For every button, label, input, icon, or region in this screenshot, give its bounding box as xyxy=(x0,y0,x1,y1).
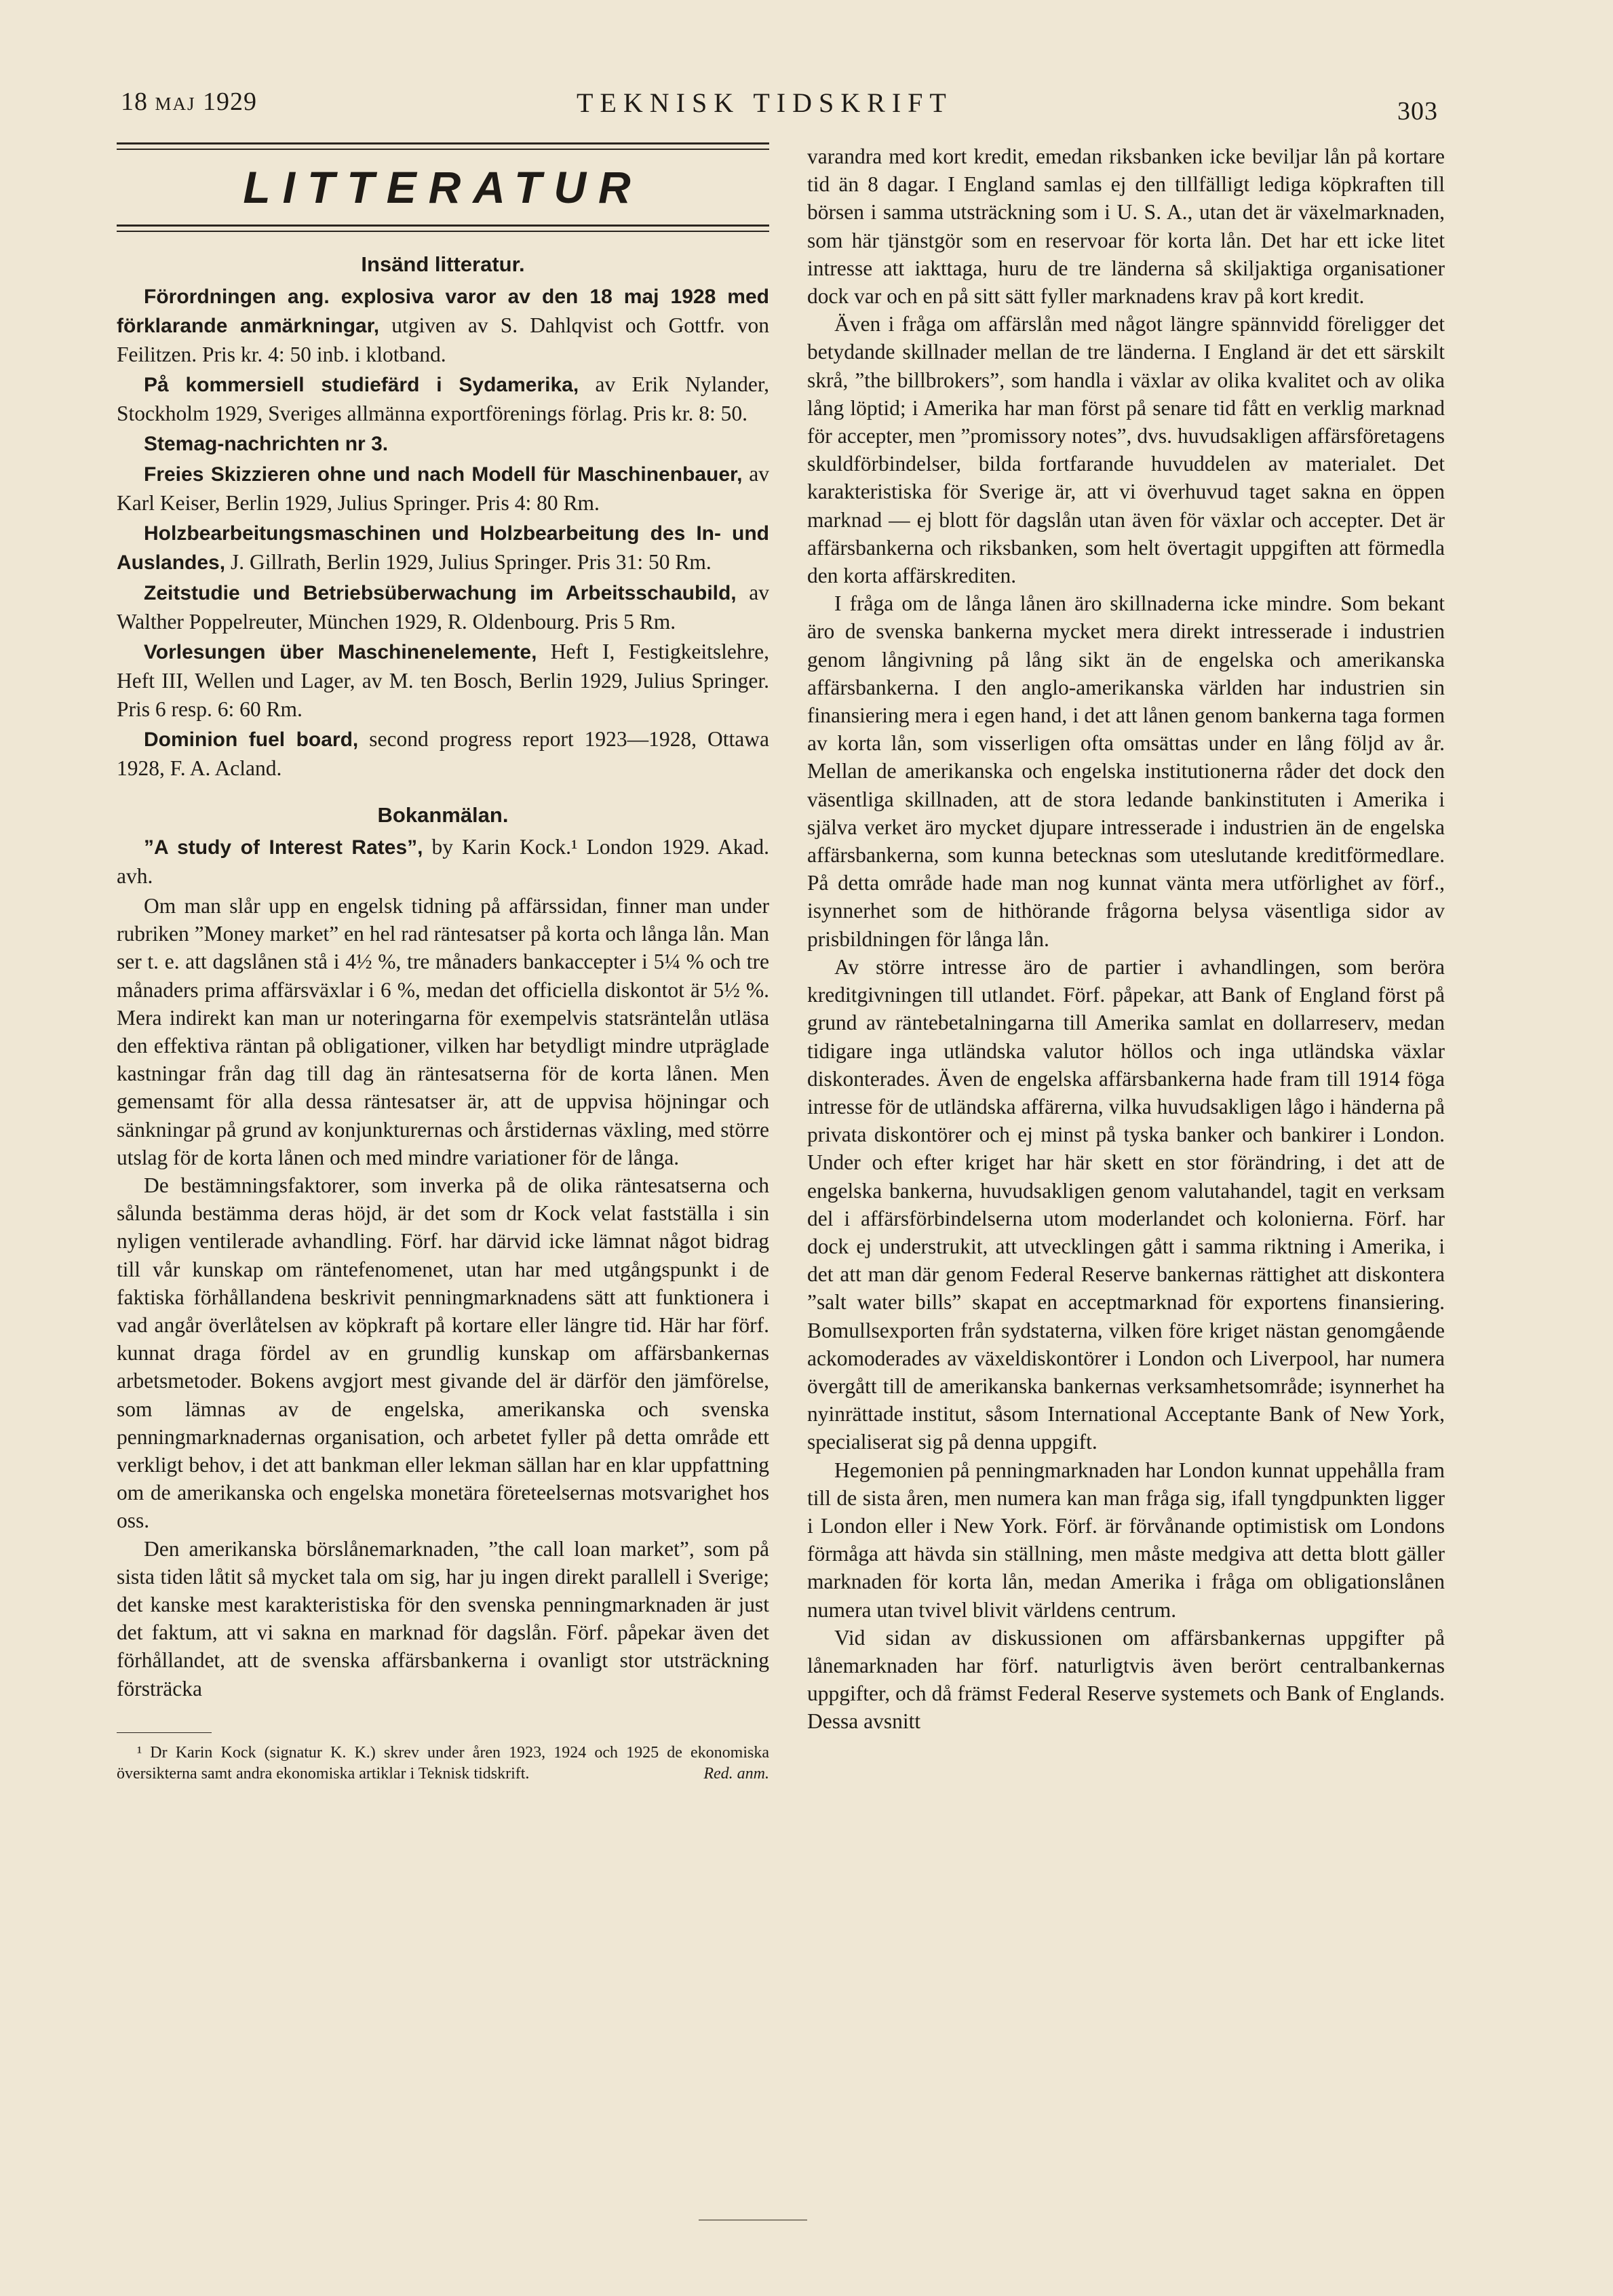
footnote-rule xyxy=(117,1732,212,1733)
literature-entry: Zeitstudie und Betriebsüberwachung im Arbeitsschaubild, av Walther Poppelreuter, München 1929, R. Oldenbourg. Pris 5 Rm. xyxy=(117,581,770,634)
section-rule-top xyxy=(117,142,769,144)
left-column xyxy=(117,142,769,1785)
literature-entry: Förordningen ang. explosiva varor av den 18 maj 1928 med förklarande anmärkningar, utgiven av S. Dahlqvist och Gottfr. von Feilitzen. Pris kr. 4: 50 inb. i klotband. xyxy=(117,286,770,366)
insand-heading: Insänd litteratur. xyxy=(361,252,525,276)
literature-entry: På kommersiell studiefärd i Sydamerika, av Erik Nylander, Stockholm 1929, Sveriges allmänna exportförenings förlag. Pris kr. 8: 50. xyxy=(117,372,770,425)
section-rule-top-inner xyxy=(117,149,769,150)
section-rule-bottom xyxy=(117,225,769,227)
journal-title: TEKNISK TIDSKRIFT xyxy=(577,87,953,118)
body-paragraph: Vid sidan av diskussionen om affärsbankernas uppgifter på lånemarknaden har förf. naturligtvis även berört centralbankernas uppgifter, och då främst Federal Reserve systemets och Bank of Englands. Dessa avsnitt xyxy=(807,1625,1445,1734)
body-paragraph: Av större intresse äro de partier i avhandlingen, som beröra kreditgivningen till utlandet. Förf. påpekar, att Bank of England först på grund av räntebetalningarna till Amerika samlat en dollarreserv, medan tidigare inga utländska valutor höllos och inga utländska växlar diskonterades. Även de engelska affärsbankerna hade fram till 1914 föga intresse för de utländska affärerna, vilka huvudsakligen lågo i händerna på privata diskontörer och ej minst på tyska banker och bankirer i London. Under och efter kriget har här skett en stor förändring, i det att de engelska bankerna, huvudsakligen genom valutahandel, tagit en verksam del i affärsförbindelserna utom moderlandet och kolonierna. Förf. har dock ej understrukit, att utvecklingen gått i samma riktning i Amerika, i det att man där genom Federal Reserve bankernas rättighet att diskontera ”salt water bills” skapat en acceptmarknad för exportens finansiering. Bomullsexporten från sydstaterna, vilken före kriget nästan genomgående ackomoderades av växeldiskontörer i London och Liverpool, har numera övergått till de amerikanska bankernas verksamhetsområde; isynnerhet ha nyinrättade institut, såsom International Acceptante Bank of New York, specialiserat sig på denna uppgift. xyxy=(807,954,1445,1454)
section-title: LITTERATUR xyxy=(243,162,643,212)
literature-entry: Holzbearbeitungsmaschinen und Holzbearbeitung des In- und Auslandes, J. Gillrath, Berlin 1929, Julius Springer. Pris 31: 50 Rm. xyxy=(117,522,769,574)
running-date: 18 MAJ 1929 xyxy=(121,87,258,116)
body-paragraph: Om man slår upp en engelsk tidning på affärssidan, finner man under rubriken ”Money market” en hel rad räntesatser på korta och långa lån. Man ser t. e. att dagslånen stå i 4½ %, tre månaders bankaccepter i 5¼ % och tre månaders prima affärsväxlar i 6 %, medan det officiella diskontot är 5½ %. Mera indirekt kan man ur noteringarna för exempelvis statsräntelån utläsa den effektiva räntan på obligationer, vilken har betydligt mindre utpräglade kastningar från dag till dag än räntesatserna för de korta lånen. Men gemensamt för alla dessa räntesatser är, att de uppvisa höjningar och sänkningar på grund av konjunkturernas och årstidernas växling, med större utslag för de korta lånen och med mindre variationer för de långa. xyxy=(117,894,769,1169)
footnote: ¹ Dr Karin Kock (signatur K. K.) skrev under åren 1923, 1924 och 1925 de ekonomiska översikterna samt andra ekonomiska artiklar i Teknisk tidskrift. Red. anm. xyxy=(117,1743,769,1785)
body-paragraph: Hegemonien på penningmarknaden har London kunnat uppehålla fram till de sista åren, men numera kan man fråga sig, ifall tyngdpunkten ligger i London eller i New York. Förf. är förvånande optimistisk om Londons förmåga att hävda sin ställning, men måste medgiva att detta blott gäller marknaden för korta lån, medan Amerika i fråga om obligationslånen numera utan tvivel blivit världens centrum. xyxy=(807,1458,1445,1622)
section-rule-bottom-inner xyxy=(117,231,769,232)
right-column xyxy=(807,142,1445,1736)
literature-entry: Vorlesungen über Maschinenelemente, Heft I, Festigkeitslehre, Heft III, Wellen und Lager, av M. ten Bosch, Berlin 1929, Julius Springer. Pris 6 resp. 6: 60 Rm. xyxy=(117,640,769,721)
body-paragraph: I fråga om de långa lånen äro skillnaderna icke mindre. Som bekant äro de svenska bankerna mycket mera direkt intresserade i industrien genom långivning på lång sikt än de engelska och amerikanska affärsbankerna. I den anglo-amerikanska världen har industrien sin finansiering mera i egen hand, i det att lånen genom bankerna taga formen av korta lån, som visserligen ofta omsättas under en lång följd av år. Mellan de amerikanska och engelska institutionerna råder det dock den väsentliga skillnaden, att de stora ledande bankinstituten i Amerika i själva verket äro mycket djupare intresserade i industrien än de engelska affärsbankerna, som kunna betecknas som uteslutande kreditförmedlare. På detta område hade man nog kunnat vänta mera utförlighet av förf., isynnerhet som de hithörande frågorna belysa väsentliga sidor av prisbildningen för långa lån. xyxy=(807,591,1445,951)
literature-entry: Stemag-nachrichten nr 3. xyxy=(144,433,389,455)
body-paragraph: De bestämningsfaktorer, som inverka på de olika räntesatserna och sålunda bestämma deras höjd, är det som dr Kock velat fastställa i sin nyligen ventilerade avhandling. Förf. har därvid icke lämnat något bidrag till vår kunskap om räntefenomenet, utan har med utgångspunkt i de faktiska förhållandena beskrivit penningmarknadens sätt att funktionera i vad angår överlåtelsen av köpkraft på kortare eller längre tid. Här har förf. kunnat draga fördel av en grundlig kunskap om affärsbankernas arbetsmetoder. Bokens avgjort mest givande del är därför den jämförelse, som lämnas av de engelska, amerikanska och svenska penningmarknadernas organisation, och arbetet fyller på detta område ett verkligt behov, i det att bankman eller lekman sällan har en klar uppfattning om de amerikanska och engelska monetära företeelsernas motsvarighet hos oss. xyxy=(117,1173,769,1533)
page-number: 303 xyxy=(1397,97,1438,125)
body-paragraph: Även i fråga om affärslån med något längre spännvidd föreligger det betydande skillnader mellan de tre länderna. I England är det ett särskilt skrå, ”the billbrokers”, som handla i växlar av olika kvalitet och av olika lång löptid; i Amerika har man först på senare tid fått en verklig marknad för accepter, men ”promissory notes”, dvs. huvudsakligen affärsföretagens skuldförbindelser, bilda fortfarande huvuddelen av materialet. Det karakteristiska för Sverige är, att vi överhuvud taget sakna en öppen marknad — ej blott för dagslån utan även för växlar och accepter. Det är affärsbankerna och riksbanken, som helt övertagit uppgiften att förmedla den korta affärskrediten. xyxy=(807,312,1445,588)
literature-entry: Freies Skizzieren ohne und nach Modell für Maschinenbauer, av Karl Keiser, Berlin 1929, Julius Springer. Pris 4: 80 Rm. xyxy=(117,462,769,515)
body-paragraph: varandra med kort kredit, emedan riksbanken icke beviljar lån på kortare tid än 8 dagar. I England samlas ej den tillfälligt lediga köpkraften till börsen i samma utsträckning som i U. S. A., utan det är växelmarknaden, som här tjänstgör som en reservoar för korta lån. Det har ett icke litet intresse att iakttaga, huru de tre länderna så skiljaktiga organisationer dock var och en på sitt sätt fyller marknadens krav på kort kredit. xyxy=(807,144,1445,309)
bokanmalan-heading: Bokanmälan. xyxy=(377,803,509,827)
review-intro: ”A study of Interest Rates”, by Karin Kock.¹ London 1929. Akad. avh. xyxy=(117,835,769,888)
footnote-signature: Red. anm. xyxy=(703,1764,769,1783)
literature-entry: Dominion fuel board, second progress report 1923—1928, Ottawa 1928, F. A. Acland. xyxy=(117,727,769,780)
bottom-rule xyxy=(699,2219,807,2221)
body-paragraph: Den amerikanska börslånemarknaden, ”the call loan market”, som på sista tiden låtit så mycket tala om sig, har ju ingen direkt parallell i Sverige; det kanske mest karakteristiska för den svenska penningmarknaden är just det faktum, att vi sakna en marknad för dagslån. Förf. påpekar även det förhållandet, att de svenska affärsbankerna i ovanligt stor utsträckning försträcka xyxy=(117,1536,769,1700)
